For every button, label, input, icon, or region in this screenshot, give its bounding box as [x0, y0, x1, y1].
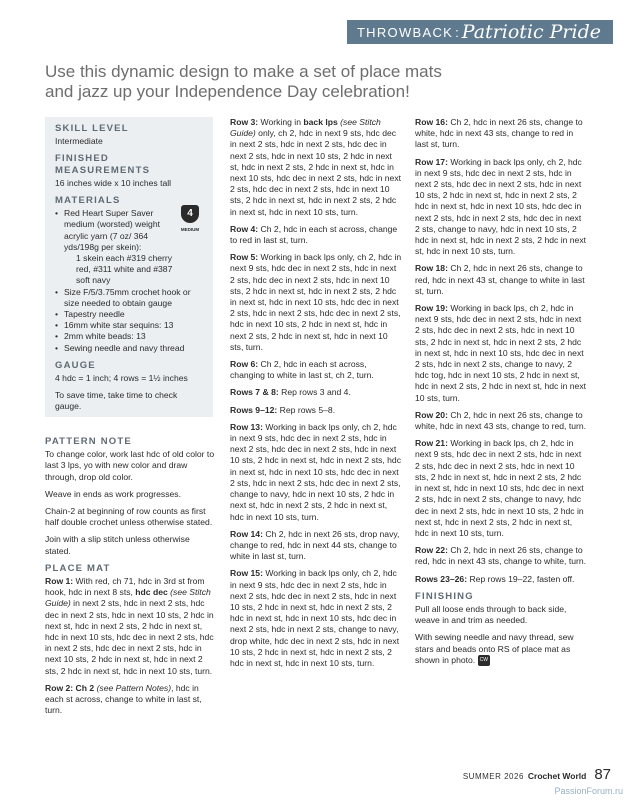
gauge-note: To save time, take time to check gauge.	[55, 390, 178, 412]
yarn-weight-label: MEDIUM	[180, 227, 200, 232]
yarn-weight-icon	[179, 205, 201, 235]
watermark: PassionForum.ru	[554, 786, 623, 796]
skill-heading: SKILL LEVEL	[55, 123, 129, 134]
list-item: • Tapestry needle	[55, 309, 203, 320]
row-21: Row 21: Working in back lps, ch 2, hdc in next 9 sts, hdc dec in next 2 sts, hdc in next 2 sts, hdc dec in next 2 sts, hdc in next 10 sts, 2 hdc in next st, hdc in next 2 sts, 2 hdc in next st, hdc in next 10 sts, hdc dec in next 2 sts, hdc in next 2 sts, change to navy, hdc dec in next 2 sts, hdc in next 10 sts, 2 hdc in next st, hdc in next 2 sts, 2 hdc in next st, hdc in next 10 sts, turn.	[415, 438, 584, 538]
row-1: Row 1: With red, ch 71, hdc in 3rd st from hook, hdc in next 8 sts, hdc dec (see Stitch Guide) in next 2 sts, hdc in next 2 sts, hdc dec in next 2 sts, hdc in next 10 sts, 2 hdc in next st, hdc in next 2 sts, 2 hdc in next st, hdc in next 10 sts, hdc dec in next 2 sts, hdc in next 2 sts, hdc dec in next 2 sts, hdc in next 10 sts, 2 hdc in next st, hdc in next 2 sts, 2 hdc in next st, hdc in next 10 sts, turn.	[45, 576, 214, 676]
list-item: • Red Heart Super Saver medium (worsted) weight acrylic yarn (7 oz/ 364 yds/198g per skein): 1 skein each #319 cherry red, #311 white and #387 soft navy	[55, 208, 203, 286]
row-4: Row 4: Ch 2, hdc in each st across, change to red in last st, turn.	[230, 223, 398, 246]
header-title: Patriotic Pride	[461, 21, 601, 43]
note: Chain-2 at beginning of row counts as first half double crochet unless otherwise stated.	[45, 506, 213, 528]
place-mat-heading: PLACE MAT	[45, 562, 111, 574]
row-13: Row 13: Working in back lps only, ch 2, hdc in next 9 sts, hdc dec in next 2 sts, hdc in next 2 sts, hdc dec in next 2 sts, hdc in next 10 sts, 2 hdc in next st, hdc in next 2 sts, hdc in next st, hdc in next 10 sts, hdc dec in next 2 sts, hdc in next 2 sts, hdc dec in next 2 sts, change to navy, hdc in next 10 sts, 2 hdc in next st, hdc in next 2 sts, 2 hdc in next st, hdc in next 10 sts, turn.	[230, 421, 402, 522]
list-item: • 2mm white beads: 13	[55, 331, 203, 342]
finishing-1: Pull all loose ends through to back side, weave in and trim as needed.	[415, 603, 567, 626]
magazine-name: Crochet World	[527, 771, 587, 781]
note: To change color, work last hdc of old color to last 3 lps, yo with new color and draw through, drop old color.	[45, 449, 215, 482]
pattern-note-heading: PATTERN NOTE	[45, 436, 132, 447]
finishing-2: With sewing needle and navy thread, sew stars and beads onto RS of place mat as shown in photo. CW	[415, 632, 574, 665]
column-2	[230, 117, 402, 675]
row-14: Row 14: Ch 2, hdc in next 26 sts, drop navy, change to red, hdc in next 44 sts, change to white in last st, turn.	[230, 528, 400, 562]
rows-7-8: Rows 7 & 8: Rep rows 3 and 4.	[230, 387, 351, 398]
list-item: • Size F/5/3.75mm crochet hook or size needed to obtain gauge	[55, 287, 203, 309]
page-footer	[463, 766, 611, 783]
row-22: Row 22: Ch 2, hdc in next 26 sts, change to red, hdc in next 43 sts, change to white, turn.	[415, 545, 587, 567]
materials-box	[45, 117, 213, 417]
header-label: THROWBACK	[356, 24, 454, 40]
list-item: • 16mm white star sequins: 13	[55, 320, 203, 331]
materials-heading: MATERIALS	[55, 195, 121, 207]
issue-label: SUMMER 2026	[462, 772, 524, 781]
section-header	[347, 20, 613, 44]
row-5: Row 5: Working in back lps only, ch 2, hdc in next 9 sts, hdc dec in next 2 sts, hdc in next 2 sts, hdc dec in next 2 sts, hdc in next 10 sts, 2 hdc in next st, hdc in next 2 sts, 2 hdc in next st, hdc in next 10 sts, hdc dec in next 2 sts, hdc in next 2 sts, hdc dec in next 2 sts, hdc in next 10 sts, 2 hdc in next st, hdc in next 2 sts, 2 hdc in next st, hdc in next 10 sts, turn.	[230, 252, 402, 352]
row-3: Row 3: Working in back lps (see Stitch Guide) only, ch 2, hdc in next 9 sts, hdc dec in next 2 sts, hdc in next 2 sts, hdc dec in next 2 sts, hdc in next 10 sts, 2 hdc in next st, hdc in next 2 sts, 2 hdc in next st, hdc in next 10 sts, hdc dec in next 2 sts, hdc in next 2 sts, hdc dec in next 2 sts, hdc in next 10 sts, 2 hdc in next st, hdc in next 2 sts, 2 hdc in next st, hdc in next 10 sts, turn.	[230, 117, 402, 217]
row-6: Row 6: Ch 2, hdc in each st across, changing to white in last st, ch 2, turn.	[230, 359, 374, 381]
row-18: Row 18: Ch 2, hdc in next 26 sts, change to red, hdc in next 43 st, change to white in last st, turn.	[415, 263, 585, 296]
measure-heading: FINISHED MEASUREMENTS	[55, 153, 151, 176]
row-19: Row 19: Working in back lps, ch 2, hdc in next 9 sts, hdc dec in next 2 sts, hdc in next 2 sts, hdc dec in next 2 sts, hdc in next 10 sts, 2 hdc in next st, hdc in next 2 sts, 2 hdc in next st, hdc in next 10 sts, hdc dec in next 2 sts, hdc in next 2 sts, change to navy, 2 hdc tog, hdc in next 10 sts, 2 hdc in next st, hdc in next 2 sts, 2 hdc in next st, hdc in next 10 sts, turn.	[415, 303, 587, 403]
header-separator: :	[455, 24, 459, 40]
yarn-colors: 1 skein each #319 cherry red, #311 white and #387 soft navy	[76, 253, 173, 286]
yarn-weight-number: 4	[181, 205, 199, 223]
measure-value: 16 inches wide x 10 inches tall	[55, 177, 172, 188]
skill-value: Intermediate	[55, 136, 103, 147]
page-number: 87	[594, 766, 611, 783]
row-16: Row 16: Ch 2, hdc in next 26 sts, change to white, hdc in next 43 sts, change to red in last st, turn.	[415, 117, 583, 150]
column-1	[45, 430, 217, 722]
row-17: Row 17: Working in back lps only, ch 2, hdc in next 9 sts, hdc dec in next 2 sts, hdc in next 2 sts, hdc dec in next 2 sts, hdc in next 10 sts, 2 hdc in next st, hdc in next 2 sts, 2 hdc in next st, hdc in next 10 sts, hdc dec in next 2 sts, hdc in next 2 sts, hdc dec in next 2 sts, change to navy, hdc in next 10 sts, 2 hdc in next st, hdc in next 2 sts, 2 hdc in next st, hdc in next 10 sts, turn.	[415, 156, 587, 257]
column-3	[415, 117, 587, 672]
rows-9-12: Rows 9–12: Rep rows 5–8.	[230, 404, 336, 415]
list-item: • Sewing needle and navy thread	[55, 343, 203, 354]
row-2: Row 2: Ch 2 (see Pattern Notes), hdc in each st across, change to white in last st, turn.	[45, 682, 202, 716]
row-20: Row 20: Ch 2, hdc in next 26 sts, change to white, hdc in next 43 sts, change to red, turn.	[415, 409, 587, 432]
gauge-value: 4 hdc = 1 inch; 4 rows = 1½ inches	[55, 373, 188, 384]
rows-23-26: Rows 23–26: Rep rows 19–22, fasten off.	[415, 573, 575, 584]
intro-text: Use this dynamic design to make a set of place mats and jazz up your Independence Day celebration!	[45, 62, 442, 101]
row-15: Row 15: Working in back lps only, ch 2, hdc in next 9 sts, hdc dec in next 2 sts, hdc in next 2 sts, hdc dec in next 2 sts, hdc in next 10 sts, 2 hdc in next st, hdc in next 2 sts, 2 hdc in next st, hdc in next 10 sts, hdc dec in next 2 sts, hdc in next 2 sts, change to navy, drop white, hdc dec in next 2 sts, hdc in next 10 sts, 2 hdc in next st, hdc in next 2 sts, 2 hdc in next st, hdc in next 10 sts, turn.	[230, 568, 400, 668]
end-mark-icon: CW	[478, 655, 490, 666]
gauge-heading: GAUGE	[55, 359, 96, 371]
finishing-heading: FINISHING	[415, 590, 474, 602]
note: Weave in ends as work progresses.	[45, 488, 181, 499]
note: Join with a slip stitch unless otherwise stated.	[45, 534, 190, 556]
